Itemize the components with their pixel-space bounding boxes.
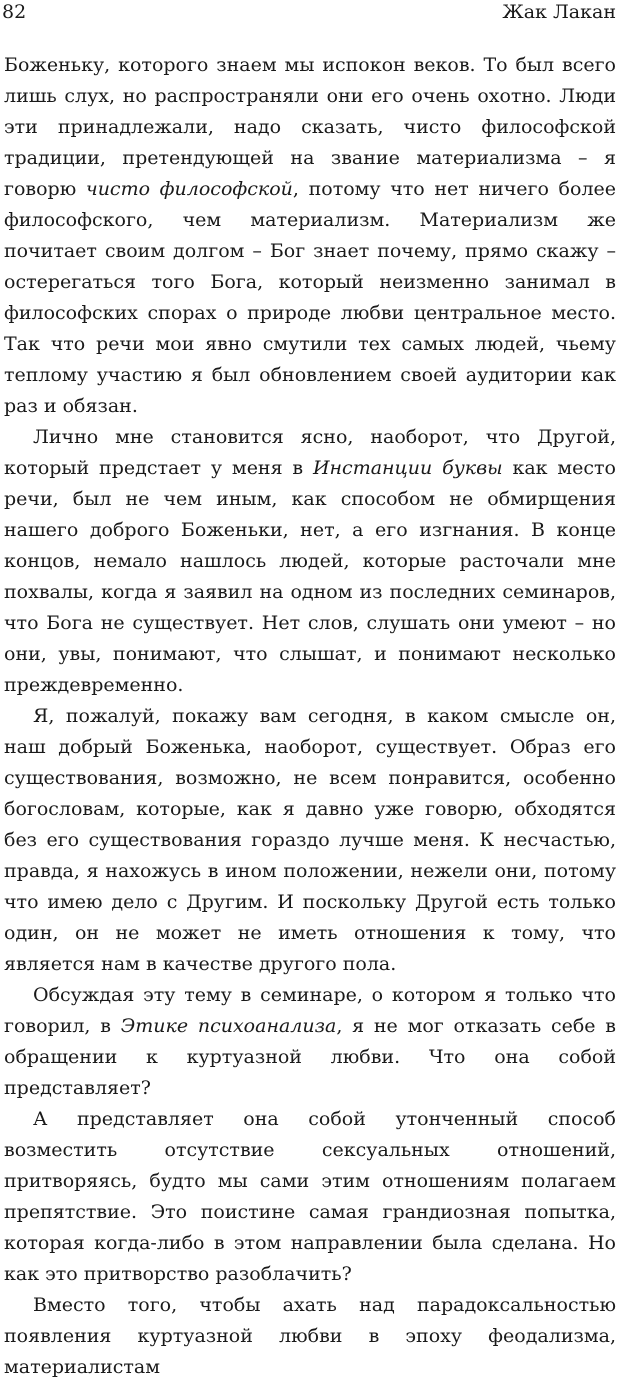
text-segment: , я не мог отказать себе в обращении к куртуазной любви. Что она собой представляет? bbox=[4, 1015, 616, 1099]
text-segment: Боженьку, которого знаем мы испокон веков. То был всего лишь слух, но распространяли они его очень охотно. Люди эти принадлежали, надо сказать, чисто философской традиции, претендующей на звание материализма – я говорю bbox=[4, 54, 616, 200]
running-head: Жак Лакан bbox=[502, 1, 616, 23]
paragraph bbox=[4, 1104, 616, 1290]
text-segment: Обсуждая эту тему в семинаре, о котором я только что говорил, в bbox=[4, 984, 616, 1037]
italic-phrase: чисто философской bbox=[85, 178, 293, 200]
paragraph bbox=[4, 1290, 616, 1383]
paragraph bbox=[4, 701, 616, 980]
paragraph bbox=[4, 422, 616, 701]
italic-phrase: Этике психоанализа bbox=[120, 1015, 337, 1037]
page-number: 82 bbox=[2, 1, 27, 23]
italic-phrase: Инстанции буквы bbox=[312, 457, 503, 479]
text-segment: А представляет она собой утонченный способ возместить отсутствие сексуальных отношений, притворяясь, будто мы сами этим отношениям полагаем препятствие. Это поистине самая грандиозная попытка, которая когда-либо в этом направлении была сделана. Но как это притворство разоблачить? bbox=[4, 1108, 616, 1285]
body-text bbox=[4, 50, 616, 1383]
text-segment: Я, пожалуй, покажу вам сегодня, в каком смысле он, наш добрый Боженька, наоборот, существует. Образ его существования, возможно, не всем понравится, особенно богословам, которые, как я давно уже говорю, обходятся без его существования гораздо лучше меня. К несчастью, правда, я нахожусь в ином положении, нежели они, потому что имею дело с Другим. И поскольку Другой есть только один, он не может не иметь отношения к тому, что является нам в качестве другого пола. bbox=[4, 705, 616, 975]
text-segment: Лично мне становится ясно, наоборот, что Другой, который предстает у меня в bbox=[4, 426, 616, 479]
text-segment: как место речи, был не чем иным, как способом не обмирщения нашего доброго Боженьки, нет, а его изгнания. В конце концов, немало нашлось людей, которые расточали мне похвалы, когда я заявил на одном из последних семинаров, что Бога не существует. Нет слов, слушать они умеют – но они, увы, понимают, что слышат, и понимают несколько преждевременно. bbox=[4, 457, 616, 696]
paragraph bbox=[4, 980, 616, 1104]
text-segment: , потому что нет ничего более философского, чем материализм. Материализм же почитает своим долгом – Бог знает почему, прямо скажу – остерегаться того Бога, который неизменно занимал в философских спорах о природе любви центральное место. Так что речи мои явно смутили тех самых людей, чьему теплому участию я был обновлением своей аудитории как раз и обязан. bbox=[4, 178, 616, 417]
page-header bbox=[0, 0, 620, 36]
text-segment: Вместо того, чтобы ахать над парадоксальностью появления куртуазной любви в эпоху феодализма, материалистам bbox=[4, 1294, 616, 1378]
paragraph bbox=[4, 50, 616, 422]
